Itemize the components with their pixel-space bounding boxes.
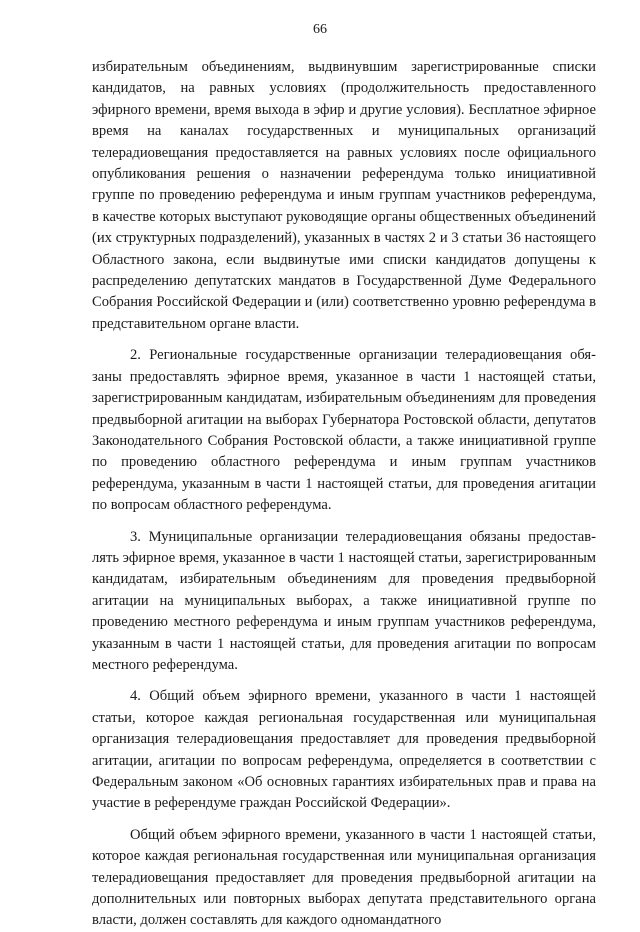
paragraph-continuation: избирательным объединениям, выдвинувшим зарегистрированные списки кандидатов, на равных условиях (продолжительность предоставленного эфирного времени, время выхода в эфир и другие условия). Бесплатное эфирное время на каналах государственных и муниципальных организаций телерадиовещания предоставляется на равных условиях после официального опубликования решения о назначении референдума только инициативной группе по проведению референдума и иным группам участников референдума, в качестве которых выступают руководящие органы общественных объединений (их структурных подразделений), указанных в частях 2 и 3 статьи 36 настоящего Областного закона, если выдвинутые ими списки кандидатов допущены к распределению депутатских мандатов в Государственной Думе Федерального Собрания Российской Федерации и (или) соответственно уровню референдума в представительном органе власти. xyxy=(92,59,596,332)
paragraph-item-4: 4. Общий объем эфирного времени, указанного в части 1 настоящей статьи, которое каждая региональная государственная или муниципальная организация телерадиовещания предоставляет для проведения предвыборной агитации, агитации по вопросам референдума, определяется в соответствии с Федеральным законом «Об основных гарантиях избирательных прав и права на участие в референдуме граждан Российской Федерации». xyxy=(92,688,596,812)
paragraph-item-2: 2. Региональные государственные организации телерадиовещания обязаны предоставлять эфирное время, указанное в части 1 настоящей статьи, зарегистрированным кандидатам, избирательным объединениям для проведения предвыборной агитации на выборах Губернатора Ростовской области, депутатов Законодательного Собрания Ростовской области, а также инициативной группе по проведению областного референдума и иным группам участников референдума, указанным в части 1 настоящей статьи, для проведения агитации по вопросам областного референдума. xyxy=(92,347,596,514)
document-body xyxy=(92,57,596,932)
page-number: 66 xyxy=(313,22,327,37)
paragraph-item-3: 3. Муниципальные организации телерадиовещания обязаны предоставлять эфирное время, указанное в части 1 настоящей статьи, зарегистрированным кандидатам, избирательным объединениям для проведения предвыборной агитации на муниципальных выборах, а также инициативной группе по проведению местного референдума и иным группам участников референдума, указанным в части 1 настоящей статьи, для проведения агитации по вопросам местного референдума. xyxy=(92,528,596,673)
paragraph-item-4-continued: Общий объем эфирного времени, указанного в части 1 настоящей статьи, которое каждая региональная государственная или муниципальная организация телерадиовещания предоставляет для проведения предвыборной агитации на дополнительных или повторных выборах депутата представительного органа власти, должен составлять для каждого одномандатного xyxy=(92,826,596,929)
